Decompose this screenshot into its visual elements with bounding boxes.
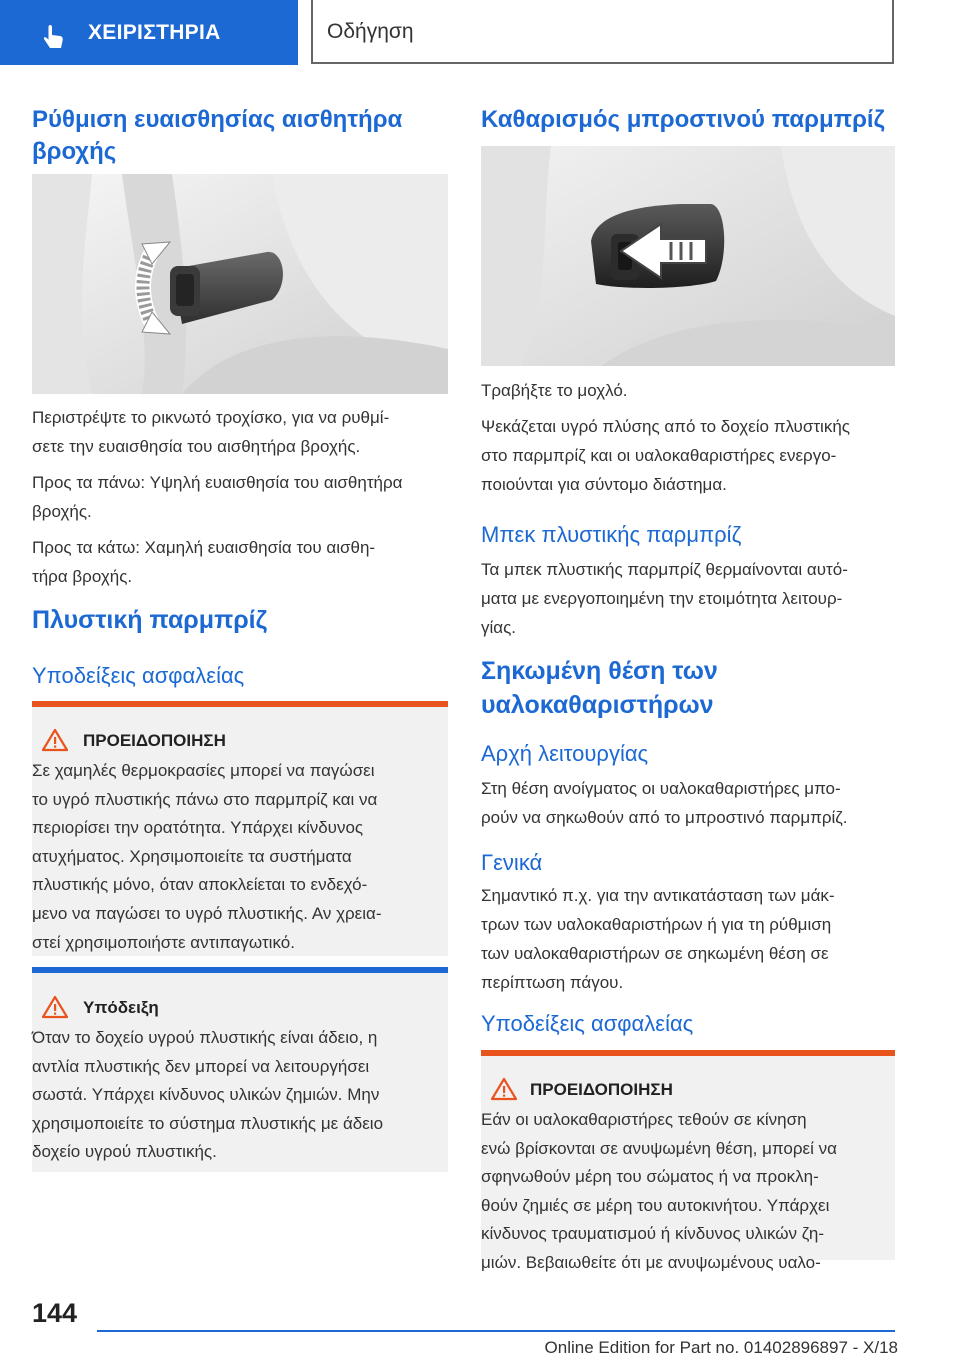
title-line: υαλοκαθαριστήρων [481,691,714,719]
title-line: βροχής [32,138,117,165]
text-line: Όταν το δοχείο υγρού πλυστικής είναι άδειο, η [32,1028,378,1047]
text-line: σωστά. Υπάρχει κίνδυνος υλικών ζημιών. Μην [32,1085,380,1105]
text-line: δοχείο υγρού πλυστικής. [32,1142,217,1162]
text-line: Προς τα κάτω: Χαμηλή ευαισθησία του αισθη- [32,538,376,557]
edition-link[interactable]: Online Edition for Part no. 01402896897 - X/18 [544,1338,898,1357]
text-line: βροχής. [32,502,92,521]
text-line: χρησιμοποιείτε το σύστημα πλυστικής με άδειο [32,1113,384,1133]
text-line: ποιούνται για σύντομο διάστημα. [481,475,727,494]
warning-title: ΠΡΟΕΙΔΟΠΟΙΗΣΗ [83,731,226,750]
note-title: Υπόδειξη [83,998,159,1017]
warning-triangle-icon [491,1077,517,1101]
warning-triangle-icon [42,728,68,752]
text-line: πλυστικής μόνο, όταν αποκλείεται το ενδεχό- [32,875,368,895]
section-title: Οδήγηση [327,20,414,43]
text-line: γίας. [481,618,517,637]
text-line: σετε την ευαισθησία του αισθητήρα βροχής. [32,437,361,456]
text-line: σφηνωθούν μέρη του σώματος ή να προκλη- [481,1167,819,1187]
text-line: θούν ζημιές σε μέρη του αυτοκινήτου. Υπάρχει [481,1195,830,1215]
text-line: αντλία πλυστικής δεν μπορεί να λειτουργήσει [32,1056,370,1076]
text-line: Σημαντικό π.χ. για την αντικατάσταση των μάκ- [481,886,835,905]
text-line: Ψεκάζεται υγρό πλύσης από το δοχείο πλυστικής [481,417,850,436]
text-line: κίνδυνος τραυματισμού ή κίνδυνος υλικών ζη- [481,1224,825,1244]
text-line: στο παρμπρίζ και οι υαλοκαθαριστήρες ενεργο- [481,446,837,465]
warning-text [481,1106,895,1278]
text-line: Τα μπεκ πλυστικής παρμπρίζ θερμαίνονται αυτό- [481,560,848,579]
text-line: Προς τα πάνω: Υψηλή ευαισθησία του αισθητήρα [32,473,403,492]
rain-sensor-title [32,104,402,168]
rain-sensor-image [32,174,448,394]
title-line: Σηκωμένη θέση των [481,657,718,685]
section-header [311,0,894,64]
heated-jets-text [481,555,895,642]
text-line: Εάν οι υαλοκαθαριστήρες τεθούν σε κίνηση [481,1110,807,1129]
page-number: 144 [32,1298,78,1328]
windshield-cleaning-text [481,376,895,499]
steering-column-illustration [32,174,448,394]
hand-pointer-icon [42,24,66,50]
text-line: Στη θέση ανοίγματος οι υαλοκαθαριστήρες μπο- [481,779,841,798]
principle-text [481,774,895,832]
heated-jets-title: Μπεκ πλυστικής παρμπρίζ [481,522,742,547]
safety-title-left: Υποδείξεις ασφαλείας [32,663,245,688]
text-line: περίπτωση πάγου. [481,973,624,992]
warning-bar [32,701,448,707]
text-line: μενο να παγώσει το υγρό πλυστικής. Αν χρεια- [32,903,382,923]
text-line: στεί χρησιμοποιήστε αντιπαγωτικό. [32,932,295,952]
wiper-stalk-image [481,146,895,366]
warning-text [32,757,448,957]
general-text [481,881,895,997]
text-line: Τραβήξτε το μοχλό. [481,381,628,400]
general-title: Γενικά [481,850,543,875]
note-bar [32,967,448,973]
text-line: μιών. Βεβαιωθείτε ότι με ανυψωμένους υαλο- [481,1252,821,1272]
text-line: Σε χαμηλές θερμοκρασίες μπορεί να παγώσει [32,761,375,780]
header-tab-controls[interactable] [0,0,298,65]
text-line: τρων των υαλοκαθαριστήρων ή για τη ρύθμιση [481,915,832,934]
text-line: ρούν να σηκωθούν από το μπροστινό παρμπρίζ. [481,808,848,827]
warning-title: ΠΡΟΕΙΔΟΠΟΙΗΣΗ [530,1080,673,1099]
warning-box-left [32,701,448,956]
text-line: ενώ βρίσκονται σε ανυψωμένη θέση, μπορεί να [481,1138,837,1158]
tab-label: ΧΕΙΡΙΣΤΗΡΙΑ [88,21,221,44]
washer-section-title: Πλυστική παρμπρίζ [32,606,268,634]
wiper-stalk-illustration [481,146,895,366]
note-box-left [32,967,448,1172]
text-line: των υαλοκαθαριστήρων σε σηκωμένη θέση σε [481,944,829,963]
warning-bar [481,1050,895,1056]
warning-box-right [481,1050,895,1272]
text-line: Περιστρέψτε το ρικνωτό τροχίσκο, για να ρυθμί- [32,408,390,427]
text-line: ματα με ενεργοποιημένη την ετοιμότητα λειτουρ- [481,589,843,608]
text-line: τήρα βροχής. [32,567,133,586]
raised-position-title [481,654,718,722]
rain-sensor-instructions [32,403,448,591]
principle-title: Αρχή λειτουργίας [481,741,649,766]
safety-title-right: Υποδείξεις ασφαλείας [481,1011,694,1036]
text-line: ατυχήματος. Χρησιμοποιείτε τα συστήματα [32,846,352,866]
title-line: Ρύθμιση ευαισθησίας αισθητήρα [32,106,403,133]
text-line: το υγρό πλυστικής πάνω στο παρμπρίζ και να [32,789,378,809]
windshield-cleaning-title: Καθαρισμός μπροστινού παρμπρίζ [481,106,885,133]
footer-divider [97,1330,895,1332]
text-line: περιορίσει την ορατότητα. Υπάρχει κίνδυνος [32,818,364,838]
note-text [32,1024,448,1167]
warning-triangle-icon [42,995,68,1019]
